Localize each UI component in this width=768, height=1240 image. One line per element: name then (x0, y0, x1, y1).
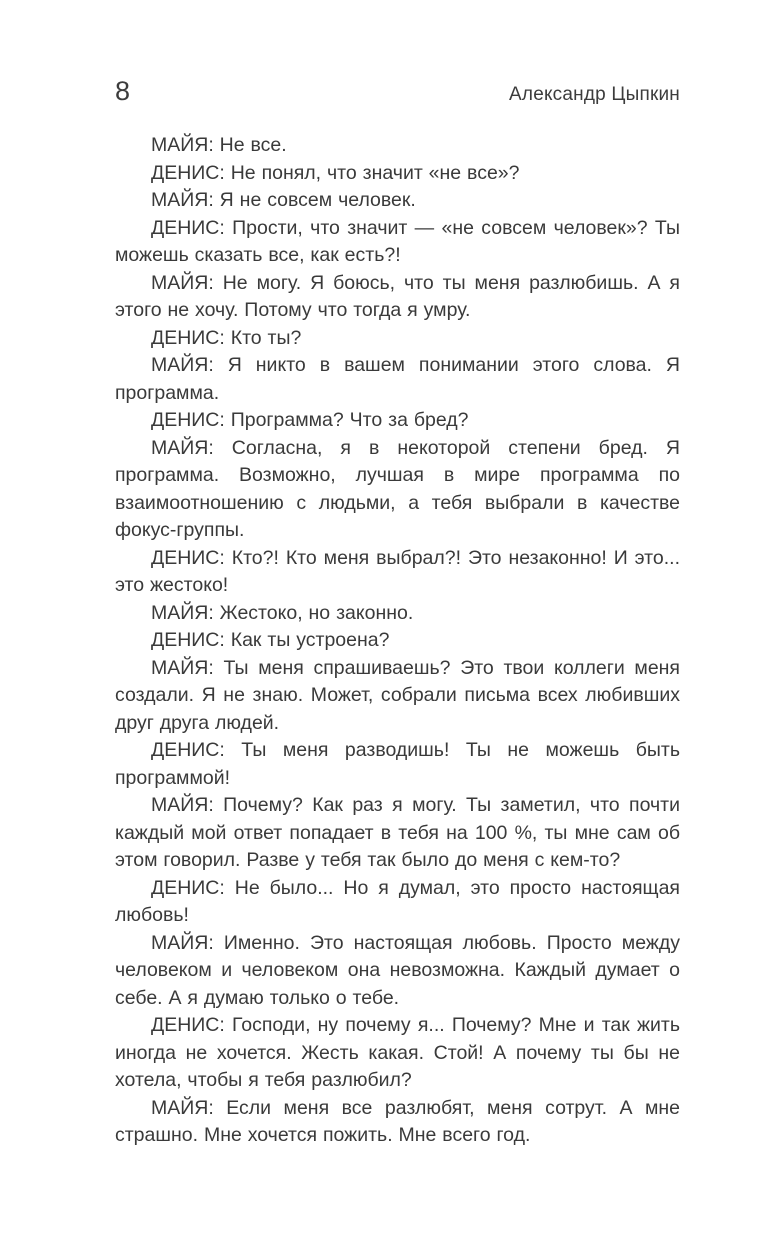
author-name: Александр Цыпкин (509, 84, 680, 105)
paragraph: ДЕНИС: Не было... Но я думал, это просто настоящая любовь! (115, 876, 680, 926)
page-content-area (115, 78, 680, 1150)
paragraph: ДЕНИС: Кто?! Кто меня выбрал?! Это незаконно! И это... это жестоко! (115, 546, 680, 596)
paragraph: МАЙЯ: Согласна, я в некоторой степени бред. Я программа. Возможно, лучшая в мире программа по взаимоотношению с людьми, а тебя выбрали в качестве фокус-группы. (115, 436, 680, 541)
paragraph: МАЙЯ: Почему? Как раз я могу. Ты заметил, что почти каждый мой ответ попадает в тебя на 100 %, ты мне сам об этом говорил. Разве у тебя так было до меня с кем-то? (115, 794, 680, 871)
paragraph: ДЕНИС: Господи, ну почему я... Почему? Мне и так жить иногда не хочется. Жесть какая. Стой! А почему ты бы не хотела, чтобы я тебя разлюбил? (115, 1014, 680, 1091)
dialogue-text-block (115, 132, 680, 1150)
paragraph: ДЕНИС: Не понял, что значит «не все»? (151, 161, 520, 184)
paragraph: МАЙЯ: Именно. Это настоящая любовь. Просто между человеком и человеком она невозможна. Каждый думает о себе. А я думаю только о тебе. (115, 931, 680, 1009)
paragraph: МАЙЯ: Я никто в вашем понимании этого слова. Я программа. (115, 354, 680, 404)
paragraph: МАЙЯ: Не все. (151, 134, 287, 156)
paragraph: МАЙЯ: Жестоко, но законно. (151, 601, 414, 624)
paragraph: ДЕНИС: Кто ты? (151, 326, 302, 349)
page-number: 8 (115, 76, 131, 106)
paragraph: МАЙЯ: Ты меня спрашиваешь? Это твои коллеги меня создали. Я не знаю. Может, собрали письма всех любивших друг друга людей. (115, 656, 680, 734)
paragraph: ДЕНИС: Программа? Что за бред? (151, 409, 469, 431)
paragraph: МАЙЯ: Не могу. Я боюсь, что ты меня разлюбишь. А я этого не хочу. Потому что тогда я умру. (115, 271, 680, 321)
paragraph: ДЕНИС: Прости, что значит — «не совсем человек»? Ты можешь сказать все, как есть?! (115, 216, 680, 266)
running-header (115, 78, 680, 106)
paragraph: МАЙЯ: Если меня все разлюбят, меня сотрут. А мне страшно. Мне хочется пожить. Мне всего год. (115, 1096, 680, 1146)
paragraph: МАЙЯ: Я не совсем человек. (151, 189, 416, 211)
paragraph: ДЕНИС: Как ты устроена? (151, 629, 390, 651)
paragraph: ДЕНИС: Ты меня разводишь! Ты не можешь быть программой! (115, 739, 680, 789)
